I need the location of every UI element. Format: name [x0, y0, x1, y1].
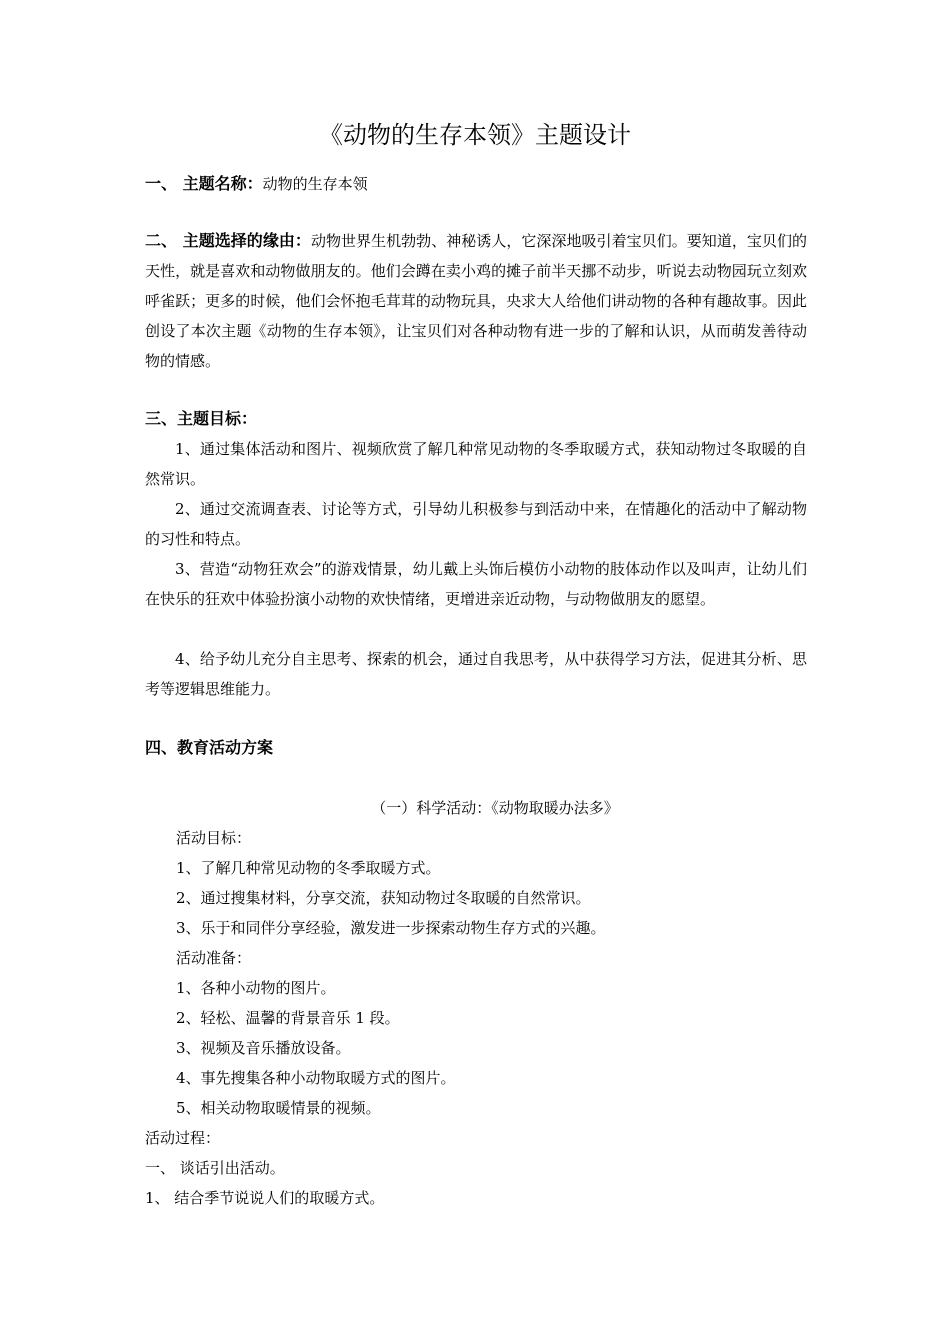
- section-2-paragraph: [145, 226, 807, 376]
- document-title: 《动物的生存本领》主题设计: [319, 121, 631, 149]
- section-1-heading: [145, 171, 368, 194]
- process-step-1: 一、 谈话引出活动。: [145, 1159, 285, 1177]
- activity-prep-3: 3、视频及音乐播放设备。: [176, 1039, 351, 1057]
- activity-goal-2: 2、通过搜集材料，分享交流，获知动物过冬取暖的自然常识。: [176, 889, 591, 907]
- activity-goal-3: 3、乐于和同伴分享经验，激发进一步探索动物生存方式的兴趣。: [176, 919, 606, 937]
- activity-prep-2: 2、轻松、温馨的背景音乐 1 段。: [176, 1009, 400, 1027]
- activity-process-label: 活动过程：: [145, 1129, 221, 1147]
- activity-prep-5: 5、相关动物取暖情景的视频。: [176, 1099, 381, 1117]
- section-3-heading: 三、主题目标：: [145, 409, 258, 428]
- goal-item-2: 2、通过交流调查表、讨论等方式，引导幼儿积极参与到活动中来，在情趣化的活动中了解动物的习性和特点。: [145, 500, 807, 548]
- activity-goal-label: 活动目标：: [176, 829, 252, 847]
- activity-title: （一）科学活动：《动物取暖办法多》: [371, 799, 619, 817]
- goal-item-3: 3、营造“动物狂欢会”的游戏情景，幼儿戴上头饰后模仿小动物的肢体动作以及叫声，让幼儿们在快乐的狂欢中体验扮演小动物的欢快情绪，更增进亲近动物，与动物做朋友的愿望。: [145, 560, 807, 608]
- section-1-value: 动物的生存本领: [262, 175, 368, 193]
- activity-prep-4: 4、事先搜集各种小动物取暖方式的图片。: [176, 1069, 456, 1087]
- goal-item-1: 1、通过集体活动和图片、视频欣赏了解几种常见动物的冬季取暖方式，获知动物过冬取暖的自然常识。: [145, 440, 807, 488]
- section-2-label: 二、 主题选择的缘由：: [145, 231, 311, 250]
- activity-prep-1: 1、各种小动物的图片。: [176, 979, 336, 997]
- section-1-label: 一、 主题名称：: [145, 174, 263, 193]
- process-step-1-1: 1、 结合季节说说人们的取暖方式。: [145, 1189, 385, 1207]
- goal-item-4: 4、给予幼儿充分自主思考、探索的机会，通过自我思考，从中获得学习方法，促进其分析、思考等逻辑思维能力。: [145, 650, 807, 698]
- activity-prep-label: 活动准备：: [176, 949, 252, 967]
- activity-goal-1: 1、了解几种常见动物的冬季取暖方式。: [176, 859, 441, 877]
- section-4-heading: 四、教育活动方案: [145, 738, 274, 757]
- section-2-text: 动物世界生机勃勃、神秘诱人，它深深地吸引着宝贝们。要知道，宝贝们的天性，就是喜欢和动物做朋友的。他们会蹲在卖小鸡的摊子前半天挪不动步，听说去动物园玩立刻欢呼雀跃；更多的时候，他们会怀抱毛茸茸的动物玩具，央求大人给他们讲动物的各种有趣故事。因此创设了本次主题《动物的生存本领》，让宝贝们对各种动物有进一步的了解和认识，从而萌发善待动物的情感。: [145, 232, 807, 370]
